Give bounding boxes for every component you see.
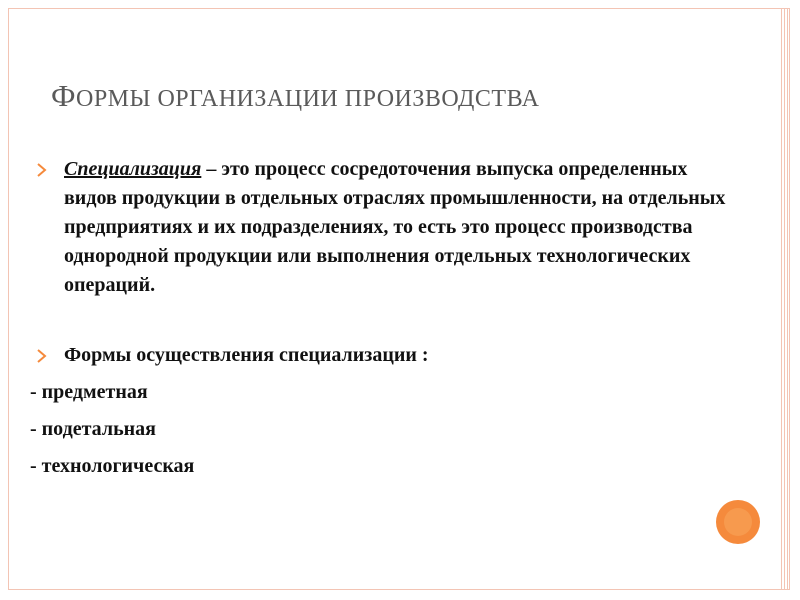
title-rest: ОРМЫ ОРГАНИЗАЦИИ ПРОИЗВОДСТВА [76, 86, 540, 112]
spacer [36, 300, 736, 341]
bullet-item [36, 341, 736, 370]
title-first-letter: Ф [51, 78, 76, 113]
decorative-circle-inner [724, 508, 752, 536]
bullet-text: – это процесс сосредоточения выпуска определенных видов продукции в отдельных отраслях промышленности, на отдельных предприятиях и их подразделениях, то есть это процесс производства однородной продукции или выполнения отдельных технологических операций. [64, 158, 726, 296]
list-item: - подетальная [30, 418, 156, 440]
slide-content [30, 155, 736, 481]
frame-right-line-3 [787, 8, 788, 590]
decorative-circle-icon [716, 500, 760, 544]
list-item: - предметная [30, 381, 148, 403]
bullet-arrow-icon [36, 348, 48, 364]
bullet-term: Специализация [64, 158, 202, 180]
bullet-text: Формы осуществления специализации : [64, 344, 429, 366]
frame-right-line-2 [784, 8, 785, 590]
bullet-arrow-icon [36, 162, 48, 178]
bullet-item [36, 155, 736, 300]
slide-title [51, 78, 539, 114]
list-item: - технологическая [30, 455, 195, 477]
frame-right-line [781, 8, 782, 590]
